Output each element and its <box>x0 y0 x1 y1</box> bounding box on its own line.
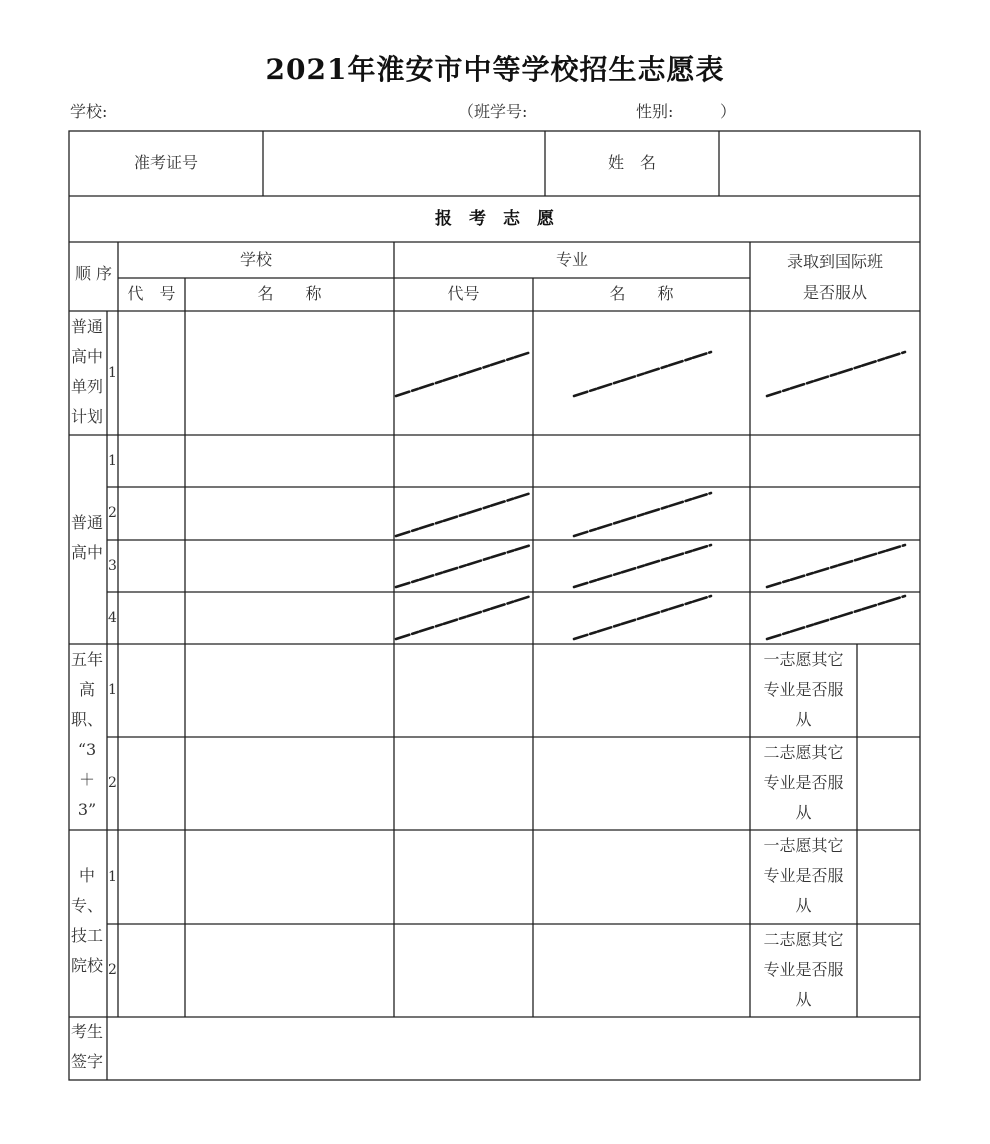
gender-label: 性别: <box>636 102 674 121</box>
obey-first-line2: 专业是否服 <box>763 866 844 885</box>
obey-second-line3: 从 <box>795 803 812 822</box>
obey-first-line1: 一志愿其它 <box>763 836 844 855</box>
row-number: 4 <box>108 610 117 626</box>
group3-line4: “3 <box>77 740 97 759</box>
row-number: 2 <box>108 962 117 978</box>
group2-line1: 普通 <box>70 513 103 532</box>
row-number: 2 <box>108 505 117 521</box>
group4-line4: 院校 <box>70 956 103 975</box>
intl-header-line2: 是否服从 <box>802 283 867 302</box>
group3-line6: 3” <box>77 800 97 819</box>
major-name-header: 名 称 <box>609 284 674 303</box>
row-number: 1 <box>108 365 117 381</box>
group3-line2: 高 <box>78 680 95 699</box>
school-name-header: 名 称 <box>257 284 322 303</box>
group4-line3: 技工 <box>70 926 103 945</box>
row-number: 1 <box>108 453 117 469</box>
class-no-label: （班学号: <box>458 102 528 121</box>
group3-line1: 五年 <box>70 650 103 669</box>
school-code-header: 代 号 <box>127 284 176 303</box>
obey-first-line1: 一志愿其它 <box>763 650 844 669</box>
intl-header-line1: 录取到国际班 <box>786 252 883 271</box>
group3-line3: 职、 <box>70 710 103 729</box>
close-paren: ） <box>720 102 737 121</box>
obey-first-line2: 专业是否服 <box>763 680 844 699</box>
group2-line2: 高中 <box>70 543 103 562</box>
row-number: 1 <box>108 682 117 698</box>
major-code-header: 代号 <box>447 284 480 303</box>
obey-second-line1: 二志愿其它 <box>763 930 844 949</box>
row-number: 1 <box>108 869 117 885</box>
group1-line4: 计划 <box>70 407 103 426</box>
name-label: 姓 名 <box>607 153 656 172</box>
school-header: 学校 <box>239 250 272 269</box>
group3-line5: ＋ <box>78 770 95 789</box>
group1-line2: 高中 <box>70 347 103 366</box>
row-number: 3 <box>108 558 117 574</box>
group1-line1: 普通 <box>70 317 103 336</box>
obey-second-line3: 从 <box>795 990 812 1009</box>
page-title: 2021年淮安市中等学校招生志愿表 <box>265 53 725 86</box>
school-label: 学校: <box>70 102 108 121</box>
signature-line1: 考生 <box>70 1022 103 1041</box>
section-title: 报 考 志 愿 <box>435 209 554 229</box>
obey-second-line2: 专业是否服 <box>763 773 844 792</box>
obey-first-line3: 从 <box>795 710 812 729</box>
obey-second-line2: 专业是否服 <box>763 960 844 979</box>
signature-line2: 签字 <box>70 1052 103 1071</box>
group4-line2: 专、 <box>70 896 103 915</box>
group1-line3: 单列 <box>70 377 103 396</box>
row-number: 2 <box>108 775 117 791</box>
obey-second-line1: 二志愿其它 <box>763 743 844 762</box>
major-header: 专业 <box>555 250 588 269</box>
order-header: 顺 序 <box>74 264 113 283</box>
group4-line1: 中 <box>78 866 95 885</box>
exam-no-label: 准考证号 <box>133 153 198 172</box>
obey-first-line3: 从 <box>795 896 812 915</box>
